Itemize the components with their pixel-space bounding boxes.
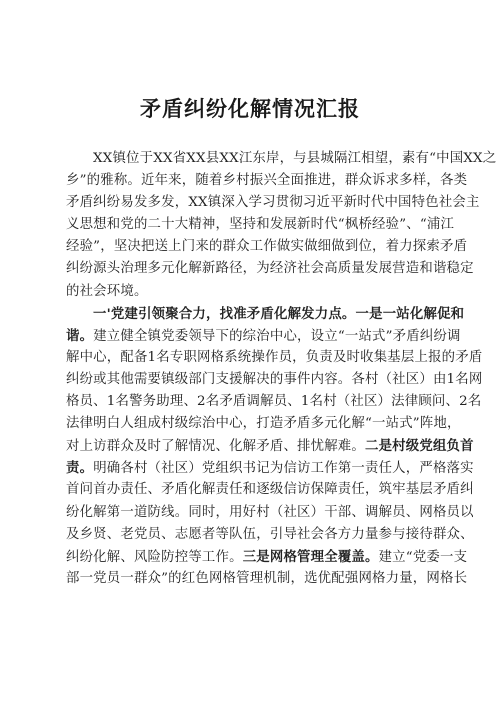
text-run: 首问首办责任、矛盾化解责任和逐级信访保障责任，筑牢基层矛盾纠 [66,482,474,498]
text-line [66,435,474,457]
text-run: 建立健全镇党委领导下的综治中心，设立“一站式”矛盾纠纷调 [93,328,461,344]
text-run: 纠纷源头治理多元化解新路径，为经济社会高质量发展营造和谐稳定 [66,261,474,277]
text-line [66,325,461,347]
text-line [66,479,474,501]
text-line [66,258,474,280]
text-line [66,347,483,369]
paragraph [66,303,483,590]
bold-text-run: 一'党建引领聚合力，找准矛盾化解发力点。一是一站化解促和 [93,305,465,322]
text-line [66,502,474,524]
text-run: 对上访群众及时了解情况、化解矛盾、排忧解难。 [66,439,365,455]
text-line [66,413,461,435]
text-run: 的社会环境。 [66,283,148,299]
text-run: XX镇位于XX省XX县XX江东岸，与县城隔江相望，素有“中国XX之 [93,151,497,166]
text-line [66,170,468,192]
text-line [66,148,497,170]
text-run: 及乡贤、老党员、志愿者等队伍，引导社会各方力量参与接待群众、 [66,526,474,542]
text-line [66,457,474,479]
text-run: 格员、1名警务助理、2名矛盾调解员、1名村（社区）法律顾问、2名 [66,394,482,410]
text-line [66,369,483,391]
text-run: 建立“党委一支 [378,549,468,565]
text-run: 纠纷或其他需要镇级部门支援解决的事件内容。各村（社区）由1名网 [66,371,483,387]
text-line [66,236,468,258]
document-body [66,148,497,590]
text-line [66,281,434,303]
text-line [66,524,474,546]
text-run: 解中心，配备1名专职网格系统操作员，负责及时收集基层上报的矛盾 [66,349,483,365]
bold-text-run: 谐。 [66,327,94,344]
text-line [66,303,465,325]
text-run: 矛盾纠纷易发多发，XX镇深入学习贯彻习近平新时代中国特色社会主 [66,195,480,211]
text-run: 乡”的雅称。近年来，随着乡村振兴全面推进，群众诉求多样，各类 [66,173,468,189]
text-run: 纷化解第一道防线。同时，用好村（社区）干部、调解员、网格员以 [66,504,474,520]
text-line [66,192,480,214]
text-line [66,568,468,590]
document-title: 矛盾纠纷化解情况汇报 [140,97,360,121]
text-line [66,546,468,568]
text-run: 明确各村（社区）党组织书记为信访工作第一责任人，严格落实 [93,461,474,477]
text-run: 部一党员一群众”的红色网格管理机制，选优配强网格力量，网格长 [66,570,468,586]
bold-text-run: 二是村级党组负首 [365,438,474,455]
text-run: 义思想和党的二十大精神，坚持和发展新时代“枫桥经验”、“浦江 [66,217,455,233]
text-run: 纠纷化解、风险防控等工作。 [66,549,243,565]
text-run: 法律明白人组成村级综治中心，打造矛盾多元化解“一站式”阵地， [66,416,461,432]
text-run: 经验”，坚决把送上门来的群众工作做实做细做到位，着力探索矛盾 [66,239,468,255]
bold-text-run: 责。 [66,460,94,477]
bold-text-run: 三是网格管理全覆盖。 [242,548,379,565]
text-line [66,214,455,236]
paragraph [66,148,497,303]
text-line [66,391,482,413]
